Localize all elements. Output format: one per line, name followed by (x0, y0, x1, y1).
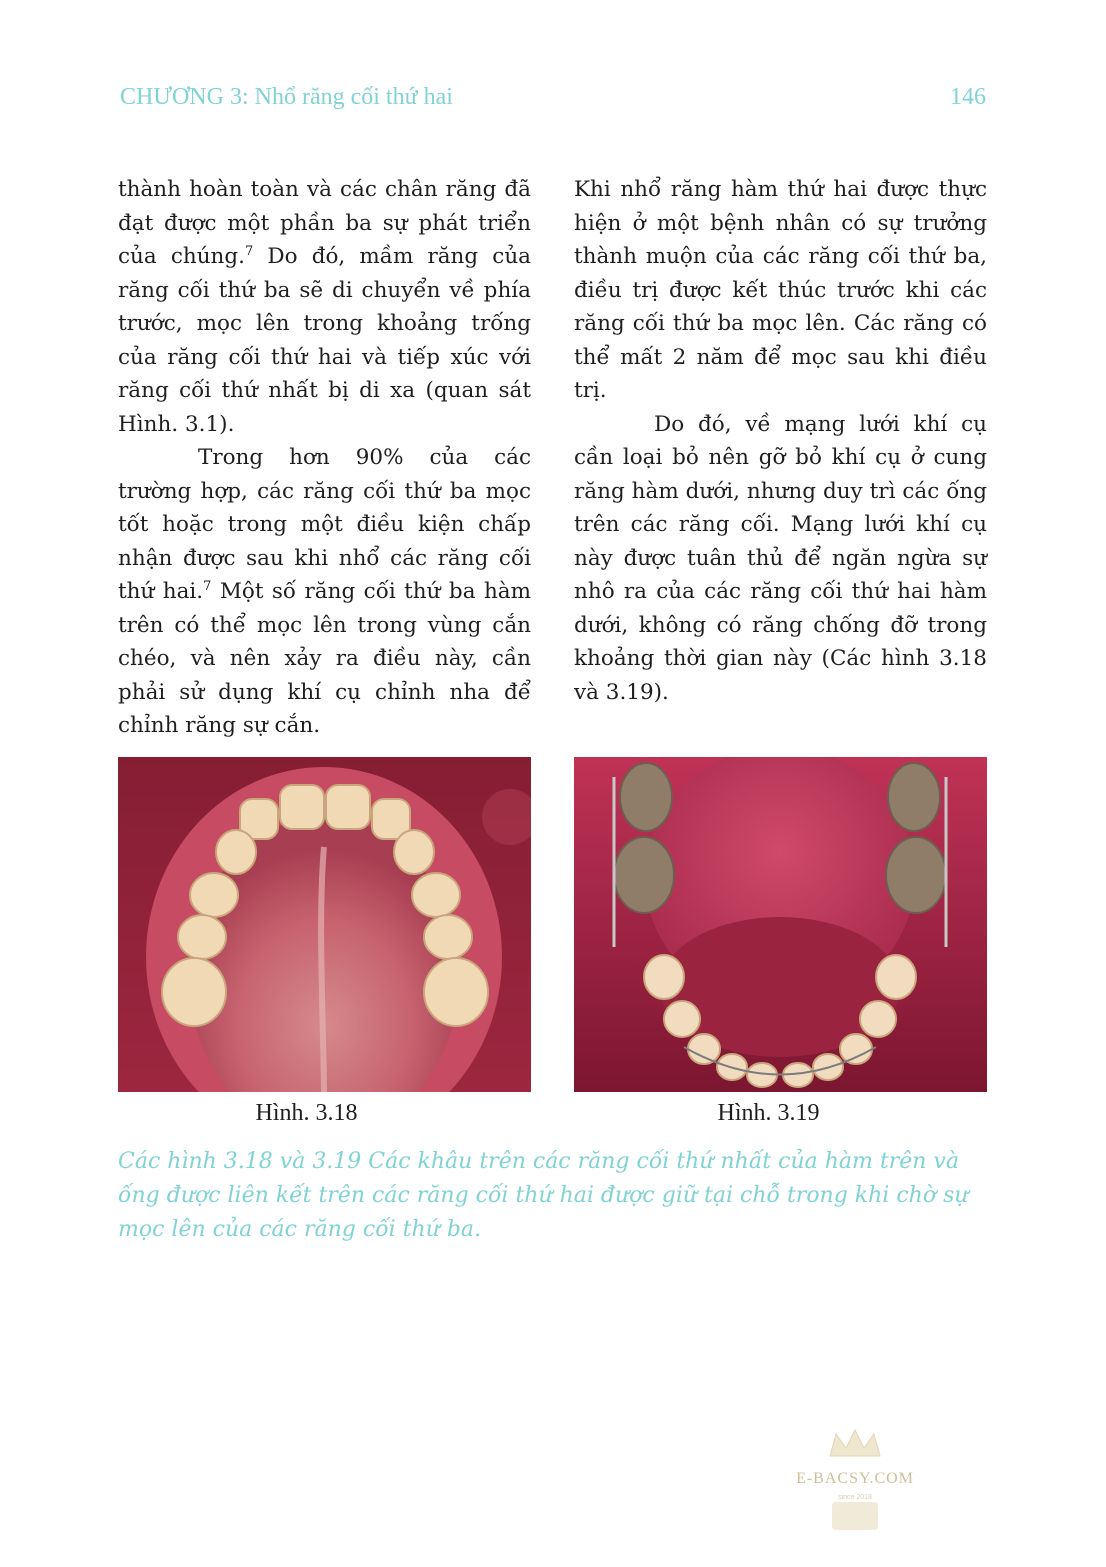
page-number: 146 (950, 84, 986, 110)
page-header (120, 84, 986, 118)
paragraph: Do đó, về mạng lưới khí cụ cần loại bỏ nên gỡ bỏ khí cụ ở cung răng hàm dưới, nhưng duy trì các ống trên các răng cối. Mạng lưới khí cụ này được tuân thủ để ngăn ngừa sự nhô ra của các răng cối thứ hai hàm dưới, không có răng chống đỡ trong khoảng thời gian này (Các hình 3.18 và 3.19). (574, 411, 987, 705)
figure-3-19-label: Hình. 3.19 (717, 1100, 820, 1126)
logo-brand-text: E-BACSY.COM (796, 1470, 914, 1487)
paragraph: thành hoàn toàn và các chân răng đã đạt được một phần ba sự phát triển của chúng.$^7$ Do đó, mầm răng của răng cối thứ ba sẽ di chuyển về phía trước, mọc lên trong khoảng trống của răng cối thứ hai và tiếp xúc với răng cối thứ nhất bị di xa (quan sát Hình. 3.1). (118, 177, 531, 437)
figure-3-18-label: Hình. 3.18 (255, 1100, 358, 1126)
figure-3-19-photo (574, 757, 987, 1092)
figure-caption: Các hình 3.18 và 3.19 Các khâu trên các răng cối thứ nhất của hàm trên và ống được liên kết trên các răng cối thứ hai được giữ tại chỗ trong khi chờ sự mọc lên của các răng cối thứ ba. (118, 1149, 969, 1242)
reference-marker: 7 (203, 578, 212, 594)
chapter-title: CHƯƠNG 3: Nhổ răng cối thứ hai (120, 84, 453, 110)
figure-3-18-photo (118, 757, 531, 1092)
paragraph: Trong hơn 90% của các trường hợp, các răng cối thứ ba mọc tốt hoặc trong một điều kiện chấp nhận được sau khi nhổ các răng cối thứ hai.$^7$ Một số răng cối thứ ba hàm trên có thể mọc lên trong vùng cắn chéo, và nên xảy ra điều này, cần phải sử dụng khí cụ chỉnh nha để chỉnh răng sự cắn. (118, 445, 532, 738)
left-text-column (118, 173, 531, 743)
right-text-column (574, 173, 987, 709)
logo-tagline: since 2018 (838, 1494, 872, 1501)
paragraph: Khi nhổ răng hàm thứ hai được thực hiện ở một bệnh nhân có sự trưởng thành muộn của các răng cối thứ ba, điều trị được kết thúc trước khi các răng cối thứ ba mọc lên. Các răng có thể mất 2 năm để mọc sau khi điều trị. (574, 177, 987, 403)
site-logo (790, 1426, 920, 1536)
reference-marker: 7 (245, 243, 254, 259)
